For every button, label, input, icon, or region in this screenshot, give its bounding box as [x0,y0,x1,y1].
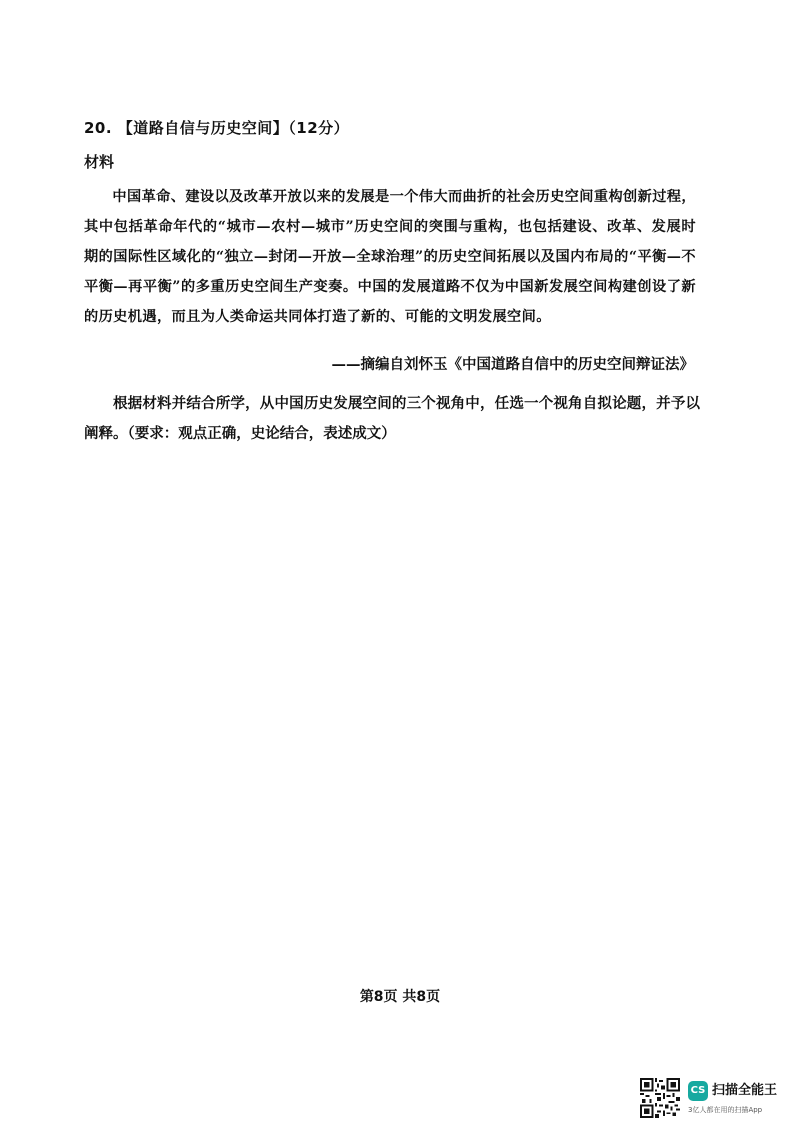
material-label: 材料 [84,153,115,171]
cs-logo-icon: CS [688,1081,708,1101]
qr-code-icon [640,1078,680,1118]
scanner-watermark [640,1078,790,1120]
scanner-tagline: 3亿人都在用的扫描App [688,1106,763,1114]
page-number: 第8页 共8页 [359,989,441,1005]
scanner-brand-name: 扫描全能王 [712,1083,778,1098]
material-text: 中国革命、建设以及改革开放以来的发展是一个伟大而曲折的社会历史空间重构创新过程，其中包括革命年代的“城市—农村—城市”历史空间的突围与重构，也包括建设、改革、发展时期的国际性区域化的“独立—封闭—开放—全球治理”的历史空间拓展以及国内布局的“平衡—不平衡—再平衡”的多重历史空间生产变奏。中国的发展道路不仅为中国新发展空间构建创设了新的历史机遇，而且为人类命运共同体打造了新的、可能的文明发展空间。 [84,189,696,325]
question-title: 20. 【道路自信与历史空间】（12分） [84,119,350,137]
material-source: ——摘编自刘怀玉《中国道路自信中的历史空间辩证法》 [331,357,694,373]
question-prompt: 根据材料并结合所学，从中国历史发展空间的三个视角中，任选一个视角自拟论题，并予以阐释。（要求：观点正确，史论结合，表述成文） [84,396,700,442]
